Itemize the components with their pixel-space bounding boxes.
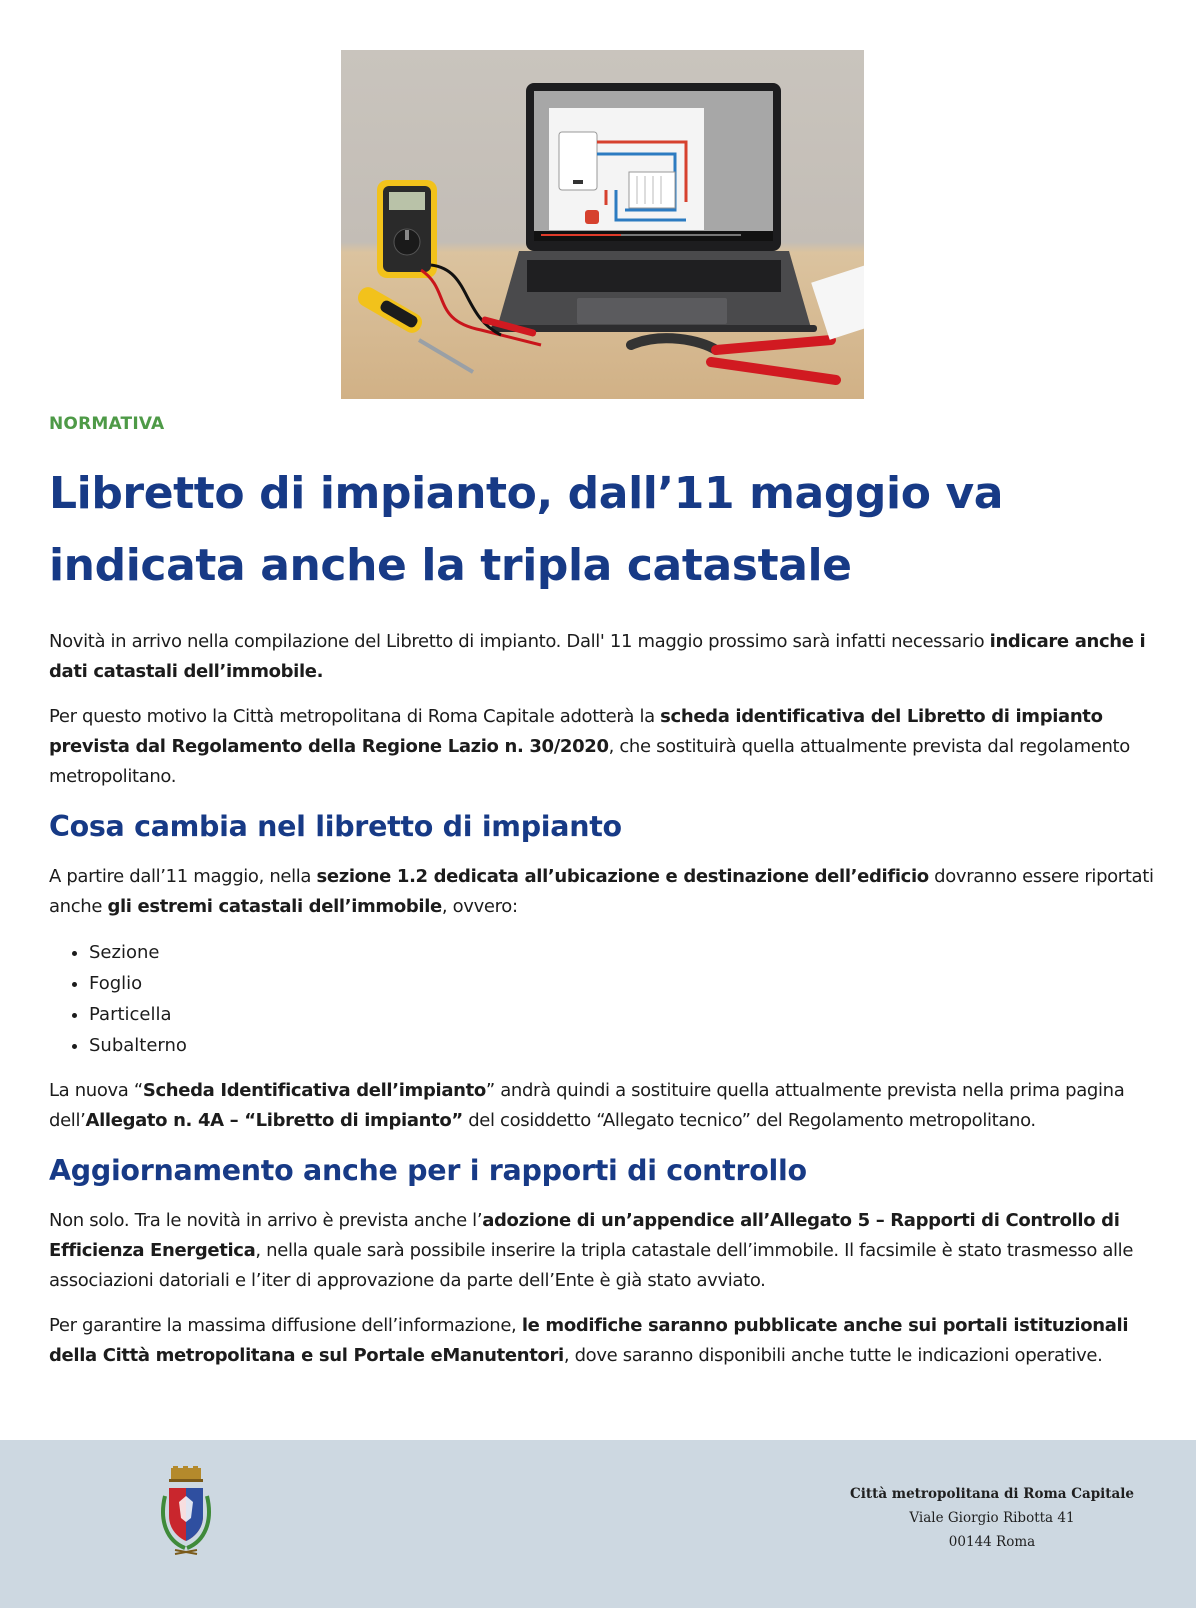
text: Non solo. Tra le novità in arrivo è prevista anche l’: [49, 1210, 483, 1231]
bold-text: scheda identificativa del Libretto di impianto prevista dal Regolamento della Regione Lazio n. 30/2020: [49, 706, 1103, 757]
footer-org-name: Città metropolitana di Roma Capitale: [850, 1486, 1134, 1502]
list-item: • Particella: [89, 999, 1159, 1030]
bold-text: adozione di un’appendice all’Allegato 5 – Rapporti di Controllo di Efficienza Energetica: [49, 1210, 1120, 1261]
text: dovranno essere riportati anche: [49, 866, 1154, 917]
cadastral-fields-list: [49, 937, 1159, 1061]
paragraph-diffusion: [49, 1311, 1159, 1371]
bold-text: le modifiche saranno pubblicate anche sui portali istituzionali della Città metropolitana e sul Portale eManutentori: [49, 1315, 1129, 1366]
text: La nuova “: [49, 1080, 143, 1101]
footer-address: [842, 1482, 1142, 1554]
paragraph-intro: [49, 627, 1159, 687]
section-heading-changes: Cosa cambia nel libretto di impianto: [49, 810, 622, 843]
text: Per garantire la massima diffusione dell’informazione,: [49, 1315, 522, 1336]
footer: [0, 1440, 1196, 1608]
footer-street: Viale Giorgio Ribotta 41: [909, 1510, 1075, 1526]
category-label: NORMATIVA: [49, 414, 165, 434]
text: , che sostituirà quella attualmente prevista dal regolamento metropolitano.: [49, 736, 1130, 787]
bold-text: sezione 1.2 dedicata all’ubicazione e destinazione dell’edificio: [316, 866, 929, 887]
text: Per questo motivo la Città metropolitana di Roma Capitale adotterà la: [49, 706, 661, 727]
city-coat-of-arms-icon: [157, 1466, 215, 1556]
footer-city: 00144 Roma: [948, 1534, 1036, 1550]
text: , ovvero:: [441, 896, 518, 917]
paragraph-changes: [49, 862, 1159, 922]
list-item: • Foglio: [89, 968, 1159, 999]
bold-text: gli estremi catastali dell’immobile: [107, 896, 442, 917]
bold-text: indicare anche i dati catastali dell’immobile.: [49, 631, 1146, 682]
text: del cosiddetto “Allegato tecnico” del Regolamento metropolitano.: [462, 1110, 1036, 1131]
paragraph-new-form: [49, 1076, 1159, 1136]
page-title: Libretto di impianto, dall’11 maggio va indicata anche la tripla catastale: [49, 468, 1004, 591]
laptop-multimeter-tools-illustration: [341, 50, 864, 399]
article-body: [49, 627, 1159, 1386]
bold-text: Allegato n. 4A – “Libretto di impianto”: [85, 1110, 463, 1131]
hero-image: [341, 50, 864, 399]
section-heading-reports: Aggiornamento anche per i rapporti di controllo: [49, 1154, 807, 1187]
paragraph-reports: [49, 1206, 1159, 1296]
list-item: • Sezione: [89, 937, 1159, 968]
text: A partire dall’11 maggio, nella: [49, 866, 317, 887]
text: ” andrà quindi a sostituire quella attualmente prevista nella prima pagina dell’: [49, 1080, 1125, 1131]
bold-text: Scheda Identificativa dell’impianto: [142, 1080, 486, 1101]
list-item: • Subalterno: [89, 1030, 1159, 1061]
text: , dove saranno disponibili anche tutte le indicazioni operative.: [563, 1345, 1103, 1366]
text: , nella quale sarà possibile inserire la tripla catastale dell’immobile. Il facsimile è stato trasmesso alle associazioni datoriali e l’iter di approvazione da parte dell’Ente è già stato avviato.: [49, 1240, 1134, 1291]
text: Novità in arrivo nella compilazione del Libretto di impianto. Dall' 11 maggio prossimo sarà infatti necessario: [49, 631, 990, 652]
paragraph-motivation: [49, 702, 1159, 792]
